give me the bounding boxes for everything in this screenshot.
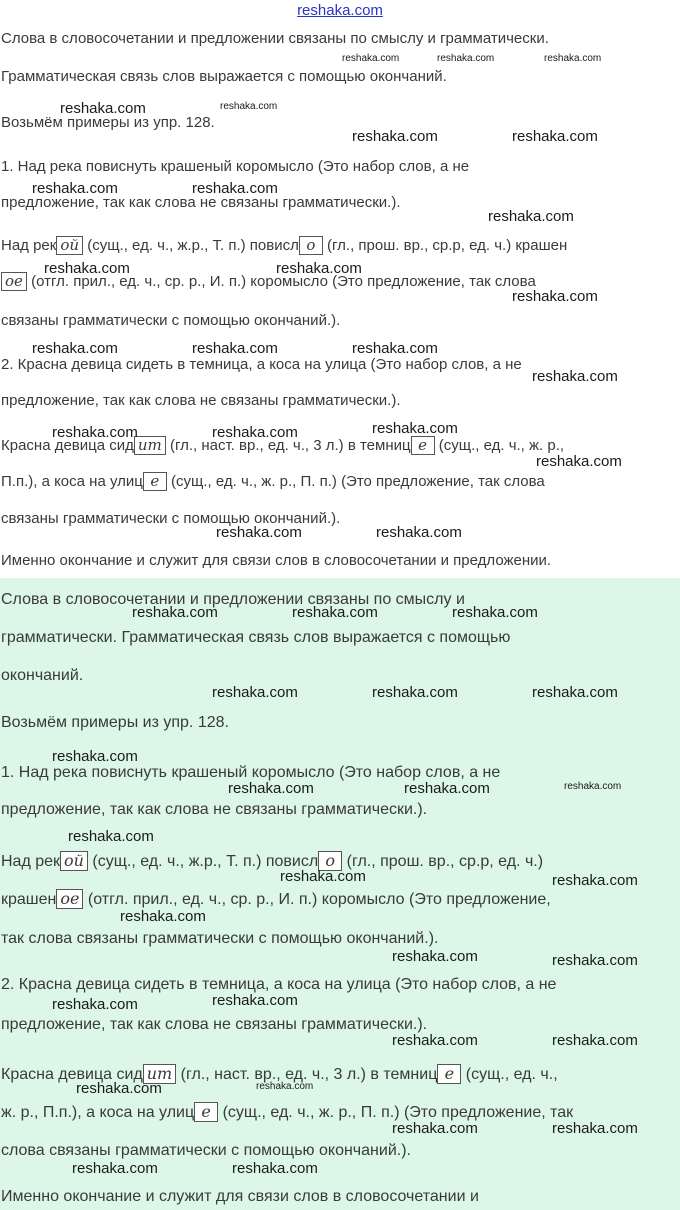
text-segment: П.п.), а коса на улиц <box>1 473 143 490</box>
watermark: reshaka.com <box>216 524 302 541</box>
text-segment: Красна девица сид <box>1 1066 143 1083</box>
text-segment: (гл., наст. вр., ед. ч., 3 л.) в темниц <box>176 1066 438 1083</box>
text-segment: (отгл. прил., ед. ч., ср. р., И. п.) коромысло (Это предложение, так слова <box>26 273 536 290</box>
text-segment: (сущ., ед. ч., ж. р., П. п.) (Это предложение, так <box>218 1104 574 1121</box>
example-2-analysis-line-3: связаны грамматически с помощью окончаний.). <box>1 510 341 527</box>
watermark: reshaka.com <box>256 1081 314 1092</box>
example-1-analysis-line-3: связаны грамматически с помощью окончаний.). <box>1 312 341 329</box>
ending-box: ит <box>143 1064 176 1084</box>
example-1-line-1: 1. Над река повиснуть крашеный коромысло (Это набор слов, а не <box>1 158 470 175</box>
watermark: reshaka.com <box>68 828 154 845</box>
watermark: reshaka.com <box>392 1120 478 1137</box>
example-2-analysis-line-3: слова связаны грамматически с помощью окончаний.). <box>1 1142 411 1159</box>
ending-box: е <box>437 1064 461 1084</box>
ending-box: ой <box>56 236 83 255</box>
example-1-analysis-line-2 <box>1 889 551 909</box>
watermark: reshaka.com <box>228 780 314 797</box>
conclusion: Именно окончание и служит для связи слов в словосочетании и предложении. <box>1 552 552 569</box>
watermark: reshaka.com <box>404 780 490 797</box>
example-2-line-2: предложение, так как слова не связаны грамматически.). <box>1 392 401 409</box>
text-segment: Красна девица сид <box>1 437 134 454</box>
watermark: reshaka.com <box>292 604 378 621</box>
example-2-analysis-line-2 <box>1 1102 573 1122</box>
text-segment: (сущ., ед. ч., ж. р., П. п.) (Это предложение, так слова <box>166 473 545 490</box>
watermark: reshaka.com <box>552 1120 638 1137</box>
watermark: reshaka.com <box>120 908 206 925</box>
watermark: reshaka.com <box>512 128 598 145</box>
watermark: reshaka.com <box>552 872 638 889</box>
watermark: reshaka.com <box>76 1080 162 1097</box>
ending-box: о <box>318 851 342 871</box>
ending-box: е <box>194 1102 218 1122</box>
answer-section-highlighted <box>0 578 680 1210</box>
watermark: reshaka.com <box>220 101 278 112</box>
intro-line-1: Слова в словосочетании и предложении связаны по смыслу и <box>1 591 465 608</box>
answer-section-plain <box>0 28 680 578</box>
watermark: reshaka.com <box>232 1160 318 1177</box>
site-header-link[interactable]: reshaka.com <box>297 2 383 19</box>
examples-heading: Возьмём примеры из упр. 128. <box>1 114 215 131</box>
watermark: reshaka.com <box>52 424 138 441</box>
watermark: reshaka.com <box>488 208 574 225</box>
ending-box: ой <box>60 851 88 871</box>
watermark: reshaka.com <box>552 952 638 969</box>
intro-line-1: Слова в словосочетании и предложении связаны по смыслу и грамматически. <box>1 30 549 47</box>
watermark: reshaka.com <box>564 781 622 792</box>
watermark: reshaka.com <box>352 340 438 357</box>
watermark: reshaka.com <box>532 368 618 385</box>
example-1-analysis-line-3: так слова связаны грамматически с помощью окончаний.). <box>1 930 439 947</box>
watermark: reshaka.com <box>372 420 458 437</box>
intro-line-2: Грамматическая связь слов выражается с помощью окончаний. <box>1 68 447 85</box>
conclusion: Именно окончание и служит для связи слов в словосочетании и <box>1 1188 479 1205</box>
watermark: reshaka.com <box>452 604 538 621</box>
example-1-line-2: предложение, так как слова не связаны грамматически.). <box>1 194 401 211</box>
example-2-line-1: 2. Красна девица сидеть в темница, а коса на улица (Это набор слов, а не <box>1 976 557 993</box>
text-segment: (сущ., ед. ч., ж.р., Т. п.) повисл <box>87 853 319 870</box>
intro-line-2: грамматически. Грамматическая связь слов выражается с помощью <box>1 629 511 646</box>
example-1-line-1: 1. Над река повиснуть крашеный коромысло (Это набор слов, а не <box>1 764 501 781</box>
watermark: reshaka.com <box>32 340 118 357</box>
watermark: reshaka.com <box>280 868 366 885</box>
watermark: reshaka.com <box>212 684 298 701</box>
ending-box: е <box>143 472 167 491</box>
intro-line-3: окончаний. <box>1 667 84 684</box>
watermark: reshaka.com <box>52 748 138 765</box>
text-segment: (сущ., ед. ч., ж. р., <box>434 437 565 454</box>
text-segment: крашен <box>1 891 57 908</box>
example-2-line-2: предложение, так как слова не связаны грамматически.). <box>1 1016 428 1033</box>
text-segment: ж. р., П.п.), а коса на улиц <box>1 1104 195 1121</box>
watermark: reshaka.com <box>552 1032 638 1049</box>
text-segment: (гл., наст. вр., ед. ч., 3 л.) в темниц <box>165 437 411 454</box>
ending-box: ое <box>56 889 83 909</box>
text-segment: (гл., прош. вр., ср.р, ед. ч.) крашен <box>322 237 568 254</box>
watermark: reshaka.com <box>352 128 438 145</box>
watermark: reshaka.com <box>437 53 495 64</box>
watermark: reshaka.com <box>52 996 138 1013</box>
text-segment: Над рек <box>1 237 57 254</box>
ending-box: е <box>411 436 435 455</box>
examples-heading: Возьмём примеры из упр. 128. <box>1 714 229 731</box>
watermark: reshaka.com <box>532 684 618 701</box>
watermark: reshaka.com <box>392 948 478 965</box>
watermark: reshaka.com <box>192 340 278 357</box>
site-header[interactable] <box>0 2 680 19</box>
ending-box: ит <box>134 436 166 455</box>
watermark: reshaka.com <box>132 604 218 621</box>
text-segment: (отгл. прил., ед. ч., ср. р., И. п.) коромысло (Это предложение, <box>83 891 551 908</box>
ending-box: ое <box>1 272 27 291</box>
watermark: reshaka.com <box>342 53 400 64</box>
example-2-analysis-line-2 <box>1 472 545 491</box>
watermark: reshaka.com <box>72 1160 158 1177</box>
example-1-analysis-line-1 <box>1 851 543 871</box>
watermark: reshaka.com <box>212 424 298 441</box>
watermark: reshaka.com <box>60 100 146 117</box>
watermark: reshaka.com <box>32 180 118 197</box>
example-1-line-2: предложение, так как слова не связаны грамматически.). <box>1 801 428 818</box>
watermark: reshaka.com <box>392 1032 478 1049</box>
watermark: reshaka.com <box>512 288 598 305</box>
text-segment: (сущ., ед. ч., ж.р., Т. п.) повисл <box>83 237 299 254</box>
watermark: reshaka.com <box>44 260 130 277</box>
watermark: reshaka.com <box>536 453 622 470</box>
watermark: reshaka.com <box>192 180 278 197</box>
watermark: reshaka.com <box>372 684 458 701</box>
watermark: reshaka.com <box>544 53 602 64</box>
example-1-analysis-line-1 <box>1 236 567 255</box>
text-segment: (сущ., ед. ч., <box>461 1066 558 1083</box>
watermark: reshaka.com <box>212 992 298 1009</box>
watermark: reshaka.com <box>276 260 362 277</box>
watermark: reshaka.com <box>376 524 462 541</box>
ending-box: о <box>299 236 323 255</box>
text-segment: (гл., прош. вр., ср.р, ед. ч.) <box>342 853 544 870</box>
text-segment: Над рек <box>1 853 61 870</box>
example-2-line-1: 2. Красна девица сидеть в темница, а коса на улица (Это набор слов, а не <box>1 356 522 373</box>
